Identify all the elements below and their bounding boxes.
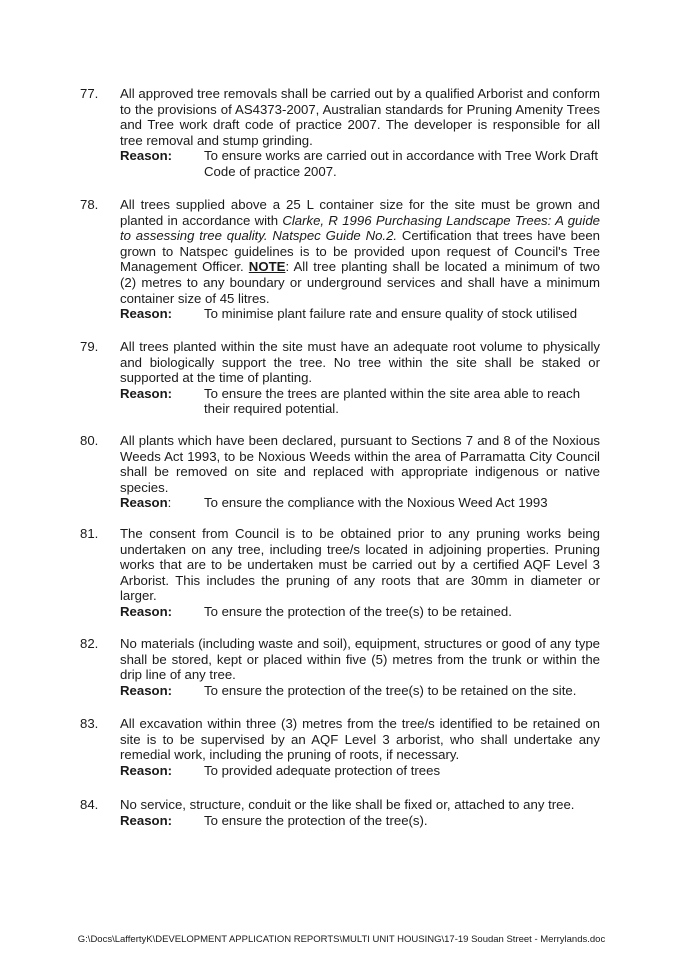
reason-text: To provided adequate protection of trees	[204, 762, 441, 778]
condition-text: The consent from Council is to be obtained prior to any pruning works being undertaken on any tree, including tree/s located in adjoining properties. Pruning works that are to be undertaken must be carried out by a certified AQF Level 3 Arborist. This includes the pruning of any roots that are 30mm in diameter or larger.	[120, 526, 600, 604]
reason-row	[120, 683, 600, 699]
reason-text: To ensure the protection of the tree(s).	[204, 812, 428, 828]
condition-84	[80, 797, 600, 828]
reason-row	[120, 306, 600, 322]
reason-text: To ensure the compliance with the Noxious Weed Act 1993	[204, 495, 548, 511]
reason-label: Reason:	[120, 148, 173, 164]
note-label: NOTE	[248, 259, 286, 275]
reason-label: Reason:	[120, 762, 173, 778]
condition-number: 80.	[80, 433, 99, 448]
reason-row	[120, 386, 600, 417]
condition-number: 77.	[80, 86, 99, 101]
condition-81	[80, 526, 600, 620]
reason-text: To ensure the protection of the tree(s) to be retained on the site.	[204, 682, 577, 698]
condition-number: 84.	[80, 797, 99, 812]
reason-text: To minimise plant failure rate and ensure quality of stock utilised	[204, 306, 578, 322]
reason-row	[120, 763, 600, 779]
condition-text: All approved tree removals shall be carried out by a qualified Arborist and conform to the provisions of AS4373-2007, Australian standards for Pruning Amenity Trees and Tree work draft code of practice 2007. The developer is responsible for all tree removal and stump grinding.	[120, 86, 600, 148]
condition-text: All trees supplied above a 25 L container size for the site must be grown and planted in accordance with Clarke, R 1996 Purchasing Landscape Trees: A guide to assessing tree quality. Natspec Guide No.2. Certification that trees have been grown to Natspec guidelines is to be provided upon request of Council's Tree Management Officer. NOTE: All tree planting shall be located a minimum of two (2) metres to any boundary or underground services and shall have a minimum container size of 45 litres.	[120, 197, 600, 306]
reason-row	[120, 495, 600, 511]
condition-text: No materials (including waste and soil), equipment, structures or good of any type shall be stored, kept or placed within five (5) metres from the trunk or within the drip line of any tree.	[120, 636, 600, 683]
reason-label: Reason:	[120, 812, 173, 828]
reason-label: Reason:	[120, 495, 172, 511]
reference-citation: Clarke, R 1996 Purchasing Landscape Trees: A guide to assessing tree quality. Natspec Guide No.2.	[120, 212, 600, 244]
reason-label: Reason:	[120, 385, 173, 401]
footer-file-path: G:\Docs\LaffertyK\DEVELOPMENT APPLICATION REPORTS\MULTI UNIT HOUSING\17-19 Soudan Street - Merrylands.doc	[77, 934, 606, 945]
condition-text: No service, structure, conduit or the like shall be fixed or, attached to any tree.	[120, 797, 575, 812]
condition-82	[80, 636, 600, 698]
reason-label: Reason:	[120, 603, 173, 619]
reason-row	[120, 148, 600, 179]
condition-number: 81.	[80, 526, 99, 541]
reason-text: To ensure the trees are planted within the site area able to reach their required potential.	[204, 385, 581, 417]
condition-number: 82.	[80, 636, 99, 651]
condition-text: All plants which have been declared, pursuant to Sections 7 and 8 of the Noxious Weeds Act 1993, to be Noxious Weeds within the area of Parramatta City Council shall be removed on site and replaced with appropriate indigenous or native species.	[120, 433, 600, 495]
reason-text: To ensure the protection of the tree(s) to be retained.	[204, 603, 512, 619]
condition-78	[80, 197, 600, 322]
condition-80	[80, 433, 600, 511]
condition-77	[80, 86, 600, 180]
condition-number: 83.	[80, 716, 99, 731]
condition-79	[80, 339, 600, 417]
reason-row	[120, 604, 600, 620]
reason-row	[120, 813, 600, 829]
condition-number: 79.	[80, 339, 99, 354]
reason-text: To ensure works are carried out in accordance with Tree Work Draft Code of practice 2007.	[204, 148, 599, 179]
reason-label: Reason:	[120, 682, 173, 698]
condition-number: 78.	[80, 197, 99, 212]
condition-text: All excavation within three (3) metres from the tree/s identified to be retained on site is to be supervised by an AQF Level 3 arborist, who shall undertake any remedial work, including the pruning of roots, if necessary.	[120, 716, 600, 763]
reason-label: Reason:	[120, 306, 173, 322]
condition-83	[80, 716, 600, 778]
condition-text: All trees planted within the site must have an adequate root volume to physically and biologically support the tree. No tree within the site shall be staked or supported at the time of planting.	[120, 339, 600, 386]
